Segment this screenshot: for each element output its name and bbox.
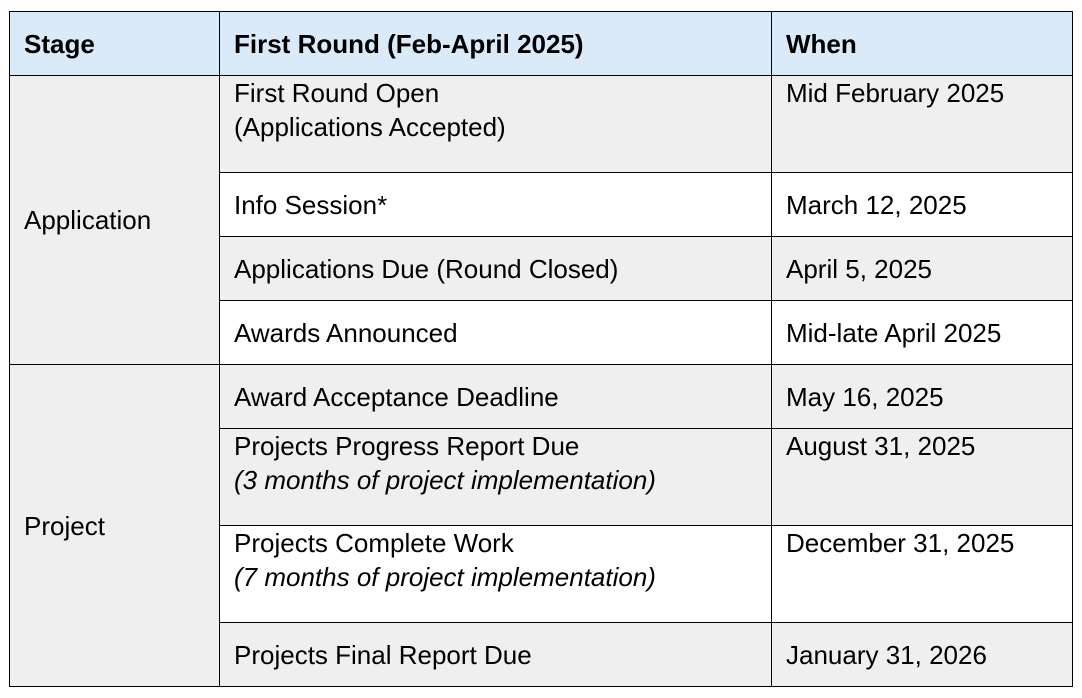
milestone-label: Applications Due (Round Closed) bbox=[220, 237, 772, 301]
header-when: When bbox=[772, 12, 1073, 76]
milestone-note: (3 months of project implementation) bbox=[234, 465, 656, 495]
milestone-note: (Applications Accepted) bbox=[234, 112, 506, 142]
milestone-label: Projects Progress Report Due bbox=[234, 431, 580, 461]
date-cell: December 31, 2025 bbox=[772, 526, 1073, 623]
milestone-label: Info Session* bbox=[220, 173, 772, 237]
milestone-cell bbox=[220, 76, 772, 173]
header-round: First Round (Feb-April 2025) bbox=[220, 12, 772, 76]
date-cell: March 12, 2025 bbox=[772, 173, 1073, 237]
date-cell: August 31, 2025 bbox=[772, 429, 1073, 526]
milestone-cell bbox=[220, 429, 772, 526]
milestone-label: Projects Final Report Due bbox=[220, 623, 772, 687]
milestone-note: (7 months of project implementation) bbox=[234, 562, 656, 592]
date-cell: Mid-late April 2025 bbox=[772, 301, 1073, 365]
stage-application: Application bbox=[10, 76, 220, 365]
stage-project: Project bbox=[10, 365, 220, 687]
milestone-label: Projects Complete Work bbox=[234, 528, 514, 558]
table-header-row bbox=[10, 12, 1073, 76]
header-stage: Stage bbox=[10, 12, 220, 76]
date-cell: April 5, 2025 bbox=[772, 237, 1073, 301]
date-cell: Mid February 2025 bbox=[772, 76, 1073, 173]
date-cell: January 31, 2026 bbox=[772, 623, 1073, 687]
schedule-table bbox=[9, 11, 1073, 687]
milestone-label: First Round Open bbox=[234, 78, 440, 108]
date-cell: May 16, 2025 bbox=[772, 365, 1073, 429]
table-row bbox=[10, 76, 1073, 173]
milestone-label: Award Acceptance Deadline bbox=[220, 365, 772, 429]
milestone-label: Awards Announced bbox=[220, 301, 772, 365]
table-row bbox=[10, 365, 1073, 429]
milestone-cell bbox=[220, 526, 772, 623]
